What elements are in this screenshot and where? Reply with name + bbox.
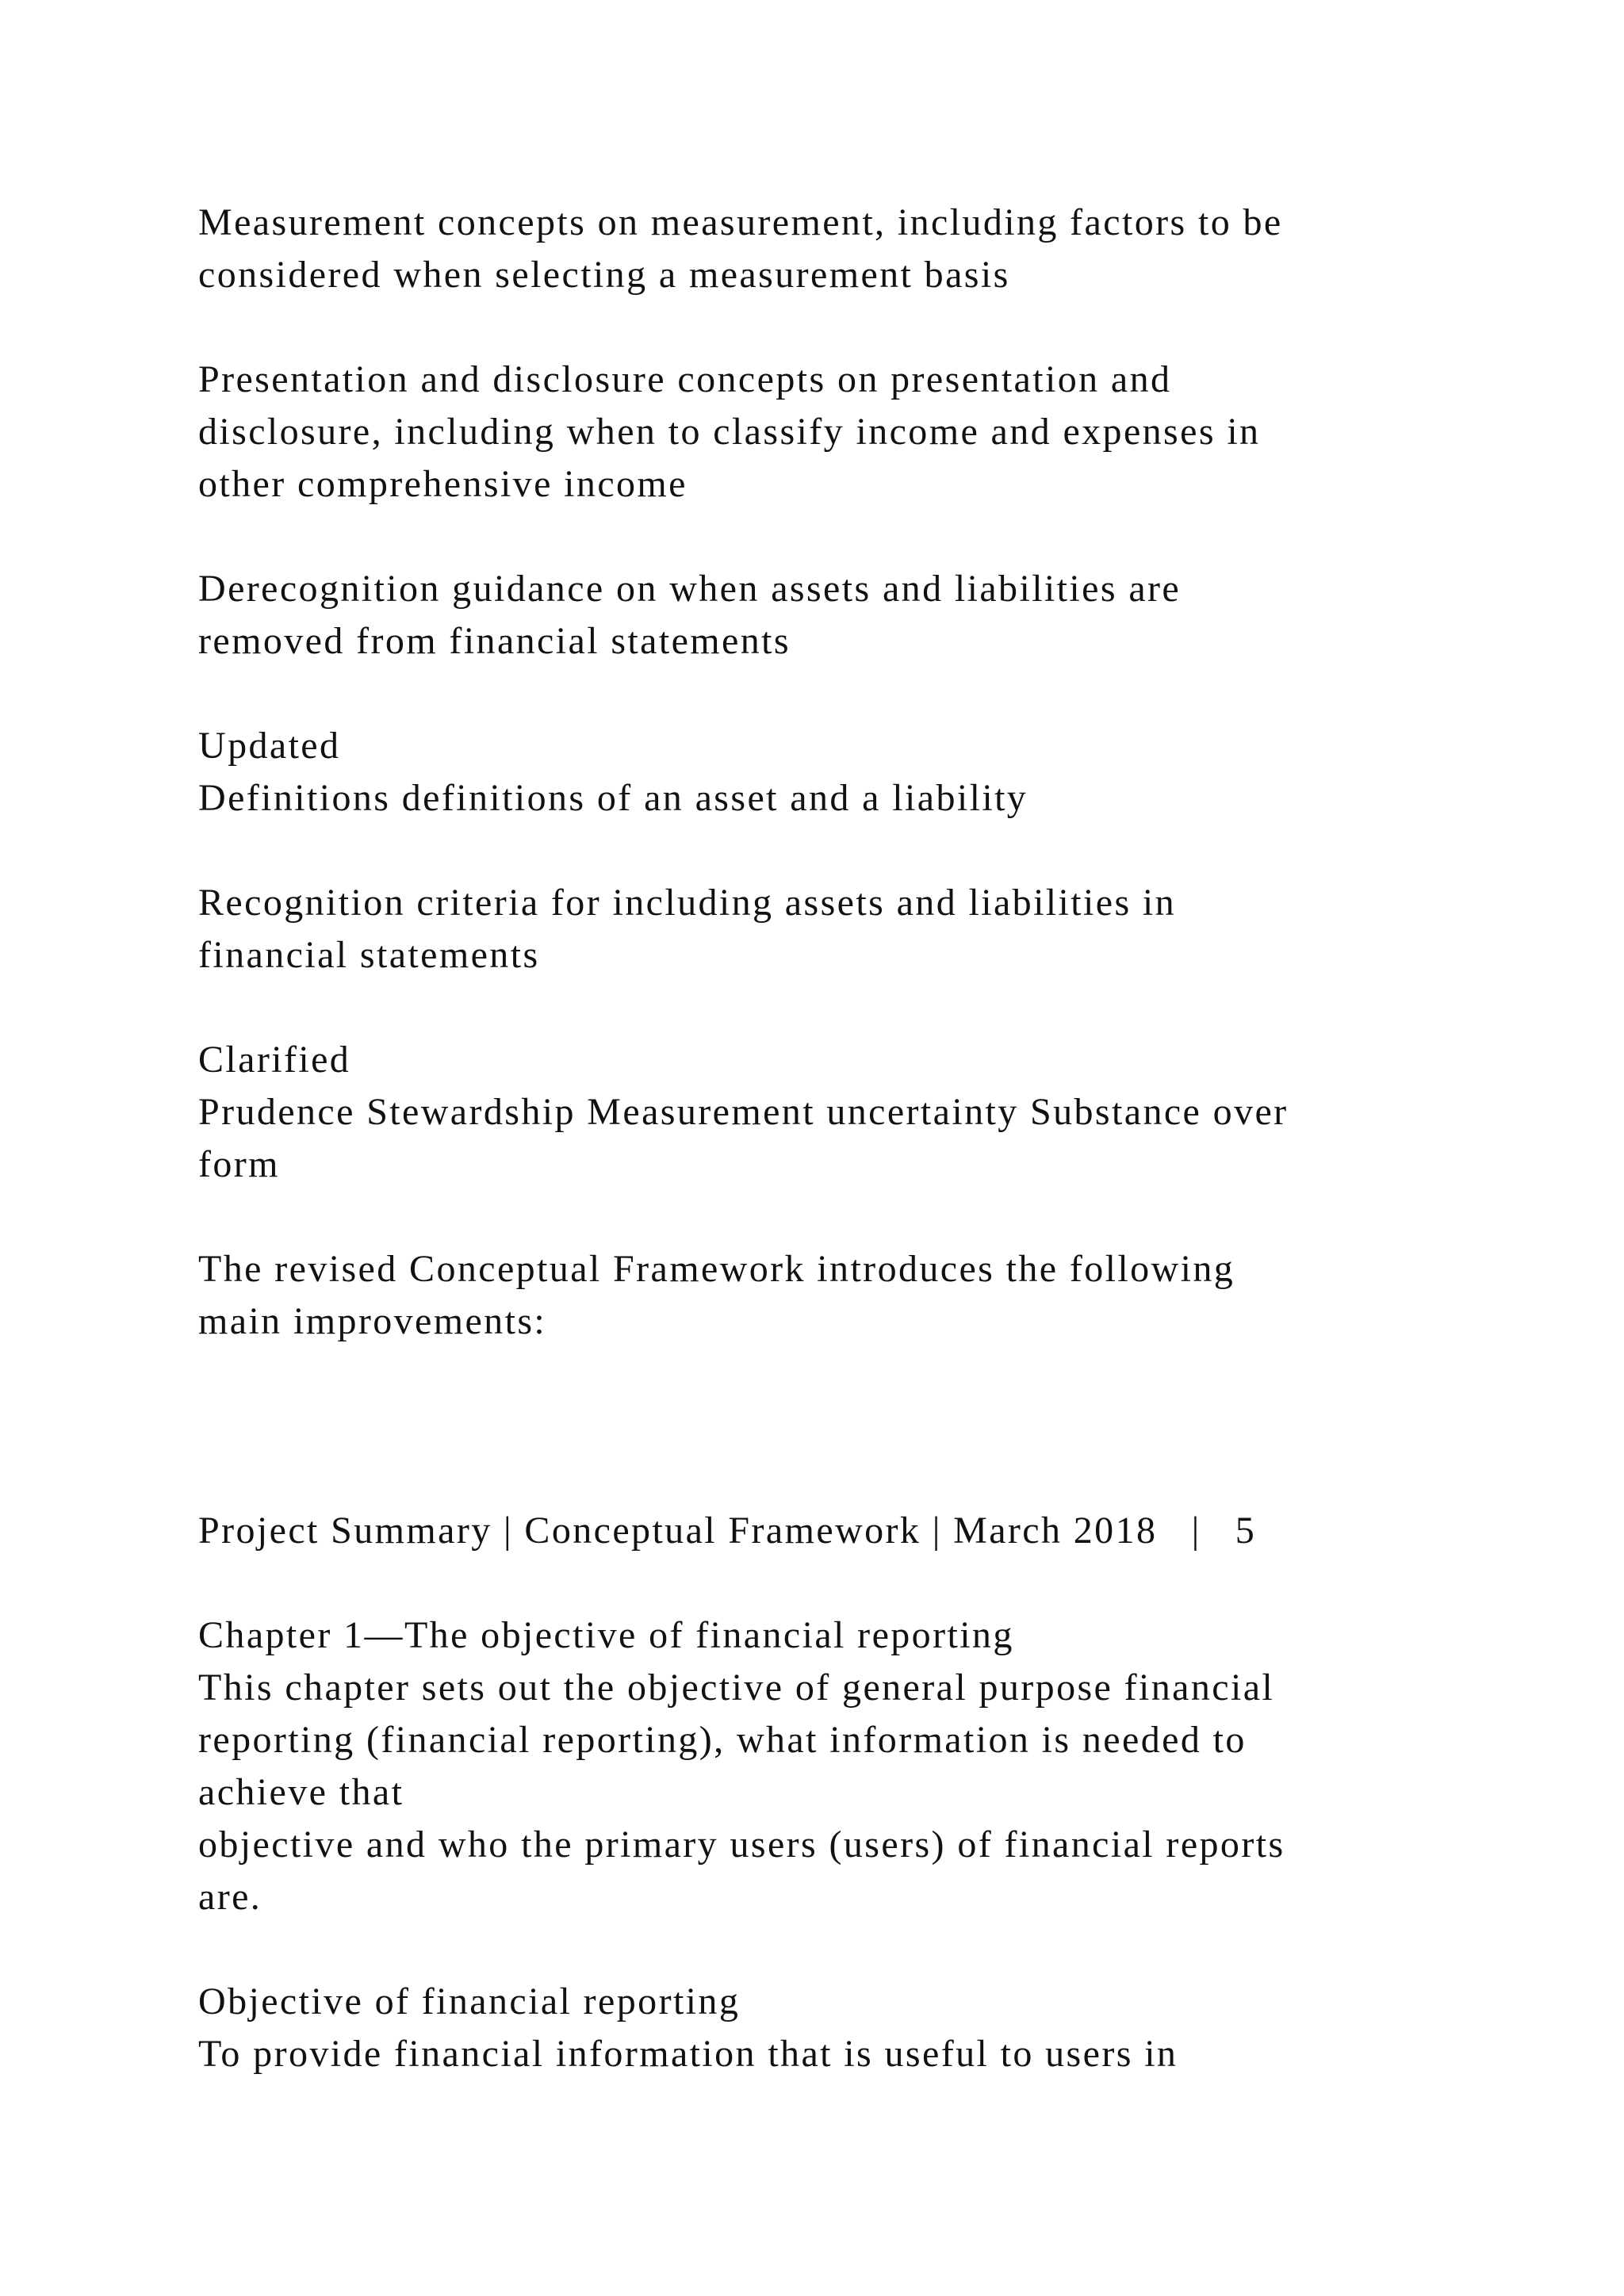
text-line: objective and who the primary users (users) of financial reports: [198, 1823, 1285, 1866]
text-line: Updated: [198, 725, 341, 767]
text-line: Recognition criteria for including assets and liabilities in: [198, 882, 1177, 924]
text-line: disclosure, including when to classify income and expenses in: [198, 411, 1261, 453]
text-line: achieve that: [198, 1771, 404, 1813]
text-line: Derecognition guidance on when assets and liabilities are: [198, 568, 1182, 610]
text-line: main improvements:: [198, 1300, 547, 1342]
text-line: Presentation and disclosure concepts on presentation and: [198, 358, 1172, 400]
text-line: are.: [198, 1876, 262, 1918]
text-line: financial statements: [198, 934, 540, 976]
text-line: Prudence Stewardship Measurement uncertainty Substance over: [198, 1091, 1289, 1133]
chapter-heading: Chapter 1—The objective of financial reporting: [198, 1614, 1014, 1656]
text-line: reporting (financial reporting), what information is needed to: [198, 1719, 1247, 1761]
page-footer: Project Summary | Conceptual Framework | March 2018 | 5: [198, 1510, 1257, 1552]
text-line: Clarified: [198, 1039, 351, 1081]
text-line: This chapter sets out the objective of general purpose financial: [198, 1667, 1275, 1709]
section-heading: Objective of financial reporting: [198, 1980, 741, 2022]
text-line: form: [198, 1143, 280, 1185]
text-line: removed from financial statements: [198, 620, 791, 662]
text-line: Definitions definitions of an asset and a liability: [198, 777, 1028, 819]
text-line: considered when selecting a measurement basis: [198, 254, 1010, 296]
text-line: other comprehensive income: [198, 463, 688, 505]
text-line: Measurement concepts on measurement, including factors to be: [198, 201, 1283, 243]
text-line: The revised Conceptual Framework introduces the following: [198, 1248, 1235, 1290]
text-line: To provide financial information that is useful to users in: [198, 2033, 1178, 2075]
